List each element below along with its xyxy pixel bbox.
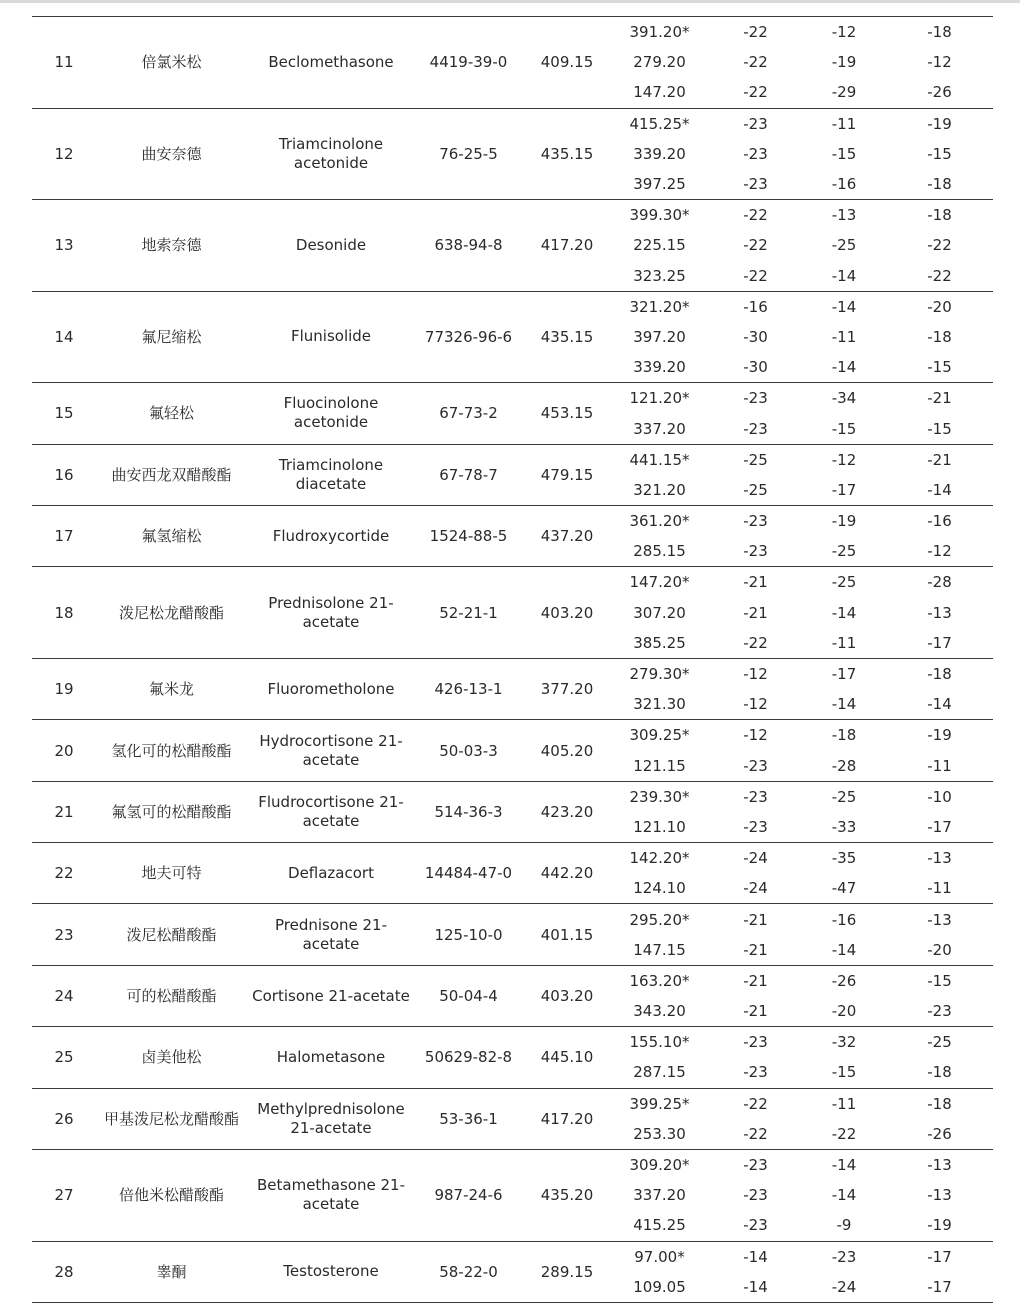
chinese-name: 氢化可的松醋酸酯: [111, 741, 232, 760]
molecular-weight: 423.20: [540, 802, 594, 821]
value-3: -26: [927, 1124, 952, 1143]
ion-mz: 321.20*: [629, 297, 690, 316]
cas-number: 1524-88-5: [429, 527, 508, 546]
value-2: -11: [831, 327, 857, 346]
compound-number: 28: [54, 1262, 74, 1281]
chinese-name: 地夫可特: [141, 864, 202, 883]
compound-number: 24: [54, 987, 74, 1005]
value-2: -23: [831, 1247, 857, 1266]
molecular-weight: 289.15: [540, 1262, 594, 1281]
chinese-name: 泼尼松龙醋酸酯: [118, 603, 224, 622]
ion-mz: 279.20: [633, 53, 686, 72]
value-3: -20: [927, 297, 952, 316]
english-name: Fluorometholone: [267, 679, 395, 698]
ion-mz: 307.20: [633, 603, 686, 622]
chinese-name: 甲基泼尼松龙醋酸酯: [103, 1109, 239, 1128]
chinese-name: 氟尼缩松: [141, 327, 202, 346]
cas-number: 426-13-1: [434, 680, 503, 699]
value-2: -11: [831, 1094, 857, 1113]
value-3: -17: [927, 633, 952, 652]
value-2: -22: [831, 1124, 857, 1143]
ion-mz: 109.05: [633, 1277, 686, 1296]
value-3: -13: [927, 1156, 952, 1175]
ion-mz: 121.15: [633, 756, 686, 775]
value-3: -20: [927, 940, 952, 959]
molecular-weight: 377.20: [540, 680, 594, 699]
ion-mz: 147.15: [633, 940, 686, 959]
value-2: -14: [831, 1186, 857, 1205]
compound-number: 25: [54, 1048, 74, 1067]
ion-mz: 309.25*: [629, 726, 690, 745]
value-2: -16: [831, 175, 857, 194]
value-2: -17: [831, 665, 857, 684]
compound-number: 11: [54, 53, 74, 72]
compound-table: [32, 16, 993, 1303]
english-name: Triamcinolone acetonide: [278, 134, 384, 172]
ion-mz: 155.10*: [629, 1033, 690, 1052]
compound-group: [32, 200, 993, 292]
value-2: -25: [831, 236, 857, 255]
table-row: [32, 108, 993, 139]
table-row: [32, 658, 993, 689]
english-name: Prednisone 21-acetate: [274, 915, 388, 953]
table-row: [32, 1027, 993, 1058]
table-row: [32, 1241, 993, 1272]
value-1: -23: [743, 175, 768, 194]
compound-group: [32, 383, 993, 444]
value-1: -22: [743, 1094, 768, 1113]
compound-group: [32, 965, 993, 1026]
english-name: Halometasone: [276, 1047, 386, 1066]
compound-group: [32, 506, 993, 567]
value-1: -22: [743, 206, 768, 225]
cas-number: 76-25-5: [439, 144, 498, 163]
value-3: -19: [927, 114, 952, 133]
english-name: Triamcinolone diacetate: [278, 455, 384, 493]
cas-number: 125-10-0: [434, 925, 503, 944]
value-3: -18: [927, 327, 952, 346]
value-3: -17: [927, 1277, 952, 1296]
molecular-weight: 401.15: [540, 925, 594, 944]
value-1: -23: [743, 1156, 768, 1175]
ion-mz: 337.20: [633, 419, 686, 438]
value-3: -10: [927, 787, 952, 806]
value-1: -22: [743, 23, 768, 42]
value-2: -19: [831, 53, 857, 72]
table-row: [32, 965, 993, 996]
value-1: -22: [743, 633, 768, 652]
chinese-name: 泼尼松醋酸酯: [126, 925, 217, 944]
value-2: -15: [831, 144, 857, 163]
value-2: -14: [831, 358, 857, 377]
value-2: -15: [831, 419, 857, 438]
compound-group: [32, 1088, 993, 1149]
cas-number: 50-04-4: [439, 987, 498, 1005]
compound-group: [32, 658, 993, 719]
ion-mz: 321.30: [633, 695, 686, 714]
chinese-name: 氟氢可的松醋酸酯: [111, 802, 232, 821]
ion-mz: 285.15: [633, 542, 686, 561]
value-1: -21: [743, 1002, 768, 1021]
value-1: -23: [743, 1186, 768, 1205]
value-2: -35: [831, 849, 857, 868]
value-1: -23: [743, 756, 768, 775]
value-3: -18: [927, 175, 952, 194]
molecular-weight: 403.20: [540, 987, 594, 1005]
value-1: -25: [743, 450, 768, 469]
value-3: -18: [927, 23, 952, 42]
ion-mz: 337.20: [633, 1186, 686, 1205]
cas-number: 52-21-1: [439, 603, 498, 622]
compound-number: 13: [54, 236, 74, 255]
molecular-weight: 409.15: [540, 53, 594, 72]
table-row: [32, 291, 993, 322]
value-2: -14: [831, 695, 857, 714]
value-3: -17: [927, 817, 952, 836]
value-1: -24: [743, 879, 768, 898]
value-1: -21: [743, 971, 768, 990]
value-2: -25: [831, 573, 857, 592]
molecular-weight: 435.20: [540, 1186, 594, 1205]
cas-number: 987-24-6: [434, 1186, 503, 1205]
value-1: -22: [743, 236, 768, 255]
value-3: -28: [927, 573, 952, 592]
value-1: -25: [743, 480, 768, 499]
value-1: -22: [743, 83, 768, 102]
compound-number: 17: [54, 527, 74, 546]
compound-number: 18: [54, 603, 74, 622]
ion-mz: 142.20*: [629, 849, 690, 868]
ion-mz: 253.30: [633, 1124, 686, 1143]
cas-number: 50629-82-8: [424, 1048, 513, 1067]
value-1: -21: [743, 910, 768, 929]
compound-group: [32, 904, 993, 965]
cas-number: 50-03-3: [439, 741, 498, 760]
value-2: -47: [831, 879, 857, 898]
value-3: -25: [927, 1033, 952, 1052]
value-2: -13: [831, 206, 857, 225]
value-3: -13: [927, 849, 952, 868]
value-3: -14: [927, 695, 952, 714]
compound-group: [32, 108, 993, 200]
compound-group: [32, 444, 993, 505]
value-2: -34: [831, 389, 857, 408]
english-name: Fluocinolone acetonide: [283, 394, 379, 432]
cas-number: 77326-96-6: [424, 327, 513, 346]
value-2: -19: [831, 512, 857, 531]
ion-mz: 225.15: [633, 236, 686, 255]
value-3: -11: [927, 879, 952, 898]
compound-group: [32, 17, 993, 109]
value-1: -23: [743, 787, 768, 806]
value-3: -16: [927, 512, 952, 531]
value-3: -26: [927, 83, 952, 102]
value-2: -25: [831, 542, 857, 561]
value-1: -22: [743, 1124, 768, 1143]
value-3: -12: [927, 542, 952, 561]
ion-mz: 239.30*: [629, 787, 690, 806]
chinese-name: 睾酮: [156, 1262, 187, 1281]
value-3: -18: [927, 665, 952, 684]
ion-mz: 415.25: [633, 1216, 686, 1235]
ion-mz: 385.25: [633, 633, 686, 652]
ion-mz: 124.10: [633, 879, 686, 898]
value-2: -20: [831, 1002, 857, 1021]
value-1: -12: [743, 665, 768, 684]
ion-mz: 147.20: [633, 83, 686, 102]
value-3: -17: [927, 1247, 952, 1266]
value-3: -14: [927, 480, 952, 499]
value-1: -14: [743, 1247, 768, 1266]
table-row: [32, 781, 993, 812]
english-name: Fludroxycortide: [272, 526, 390, 545]
table-row: [32, 17, 993, 48]
english-name: Testosterone: [283, 1262, 379, 1281]
chinese-name: 氟米龙: [148, 680, 194, 699]
chinese-name: 卤美他松: [141, 1048, 202, 1067]
value-3: -23: [927, 1002, 952, 1021]
compound-number: 14: [54, 327, 74, 346]
value-2: -12: [831, 450, 857, 469]
english-name: Beclomethasone: [268, 52, 394, 71]
table-row: [32, 567, 993, 598]
molecular-weight: 403.20: [540, 603, 594, 622]
ion-mz: 399.30*: [629, 206, 690, 225]
molecular-weight: 405.20: [540, 741, 594, 760]
value-1: -23: [743, 1033, 768, 1052]
value-3: -19: [927, 1216, 952, 1235]
ion-mz: 121.20*: [629, 389, 690, 408]
english-name: Hydrocortisone 21-acetate: [259, 731, 403, 769]
value-2: -9: [836, 1216, 852, 1235]
value-1: -14: [743, 1277, 768, 1296]
ion-mz: 339.20: [633, 144, 686, 163]
compound-group: [32, 1241, 993, 1302]
compound-number: 15: [54, 404, 74, 423]
value-3: -19: [927, 726, 952, 745]
value-3: -13: [927, 910, 952, 929]
ion-mz: 415.25*: [629, 114, 690, 133]
value-1: -24: [743, 849, 768, 868]
cas-number: 14484-47-0: [424, 864, 513, 883]
value-1: -21: [743, 603, 768, 622]
value-1: -23: [743, 817, 768, 836]
english-name: Fludrocortisone 21-acetate: [258, 792, 404, 830]
molecular-weight: 435.15: [540, 144, 594, 163]
value-3: -15: [927, 971, 952, 990]
molecular-weight: 453.15: [540, 404, 594, 423]
value-3: -15: [927, 144, 952, 163]
ion-mz: 441.15*: [629, 450, 690, 469]
value-1: -23: [743, 512, 768, 531]
molecular-weight: 479.15: [540, 465, 594, 484]
value-2: -14: [831, 297, 857, 316]
top-divider: [0, 0, 1020, 3]
ion-mz: 287.15: [633, 1063, 686, 1082]
chinese-name: 氟氢缩松: [141, 527, 202, 546]
value-2: -29: [831, 83, 857, 102]
compound-number: 27: [54, 1186, 74, 1205]
value-2: -16: [831, 910, 857, 929]
ion-mz: 321.20: [633, 480, 686, 499]
ion-mz: 147.20*: [629, 573, 690, 592]
table-row: [32, 444, 993, 475]
compound-group: [32, 291, 993, 383]
ion-mz: 343.20: [633, 1002, 686, 1021]
cas-number: 53-36-1: [439, 1109, 498, 1128]
molecular-weight: 442.20: [540, 864, 594, 883]
ion-mz: 397.20: [633, 327, 686, 346]
chinese-name: 倍氯米松: [141, 53, 202, 72]
ion-mz: 121.10: [633, 817, 686, 836]
value-2: -25: [831, 787, 857, 806]
ion-mz: 339.20: [633, 358, 686, 377]
value-2: -14: [831, 266, 857, 285]
chinese-name: 地索奈德: [141, 236, 202, 255]
ion-mz: 397.25: [633, 175, 686, 194]
cas-number: 514-36-3: [434, 802, 503, 821]
value-1: -21: [743, 573, 768, 592]
english-name: Prednisolone 21-acetate: [268, 593, 394, 631]
value-2: -32: [831, 1033, 857, 1052]
value-3: -15: [927, 419, 952, 438]
value-3: -22: [927, 266, 952, 285]
table-row: [32, 843, 993, 874]
ion-mz: 399.25*: [629, 1094, 690, 1113]
chinese-name: 曲安奈德: [141, 144, 202, 163]
cas-number: 58-22-0: [439, 1262, 498, 1281]
value-2: -17: [831, 480, 857, 499]
compound-number: 20: [54, 741, 74, 760]
value-2: -14: [831, 1156, 857, 1175]
cas-number: 67-78-7: [439, 465, 498, 484]
value-1: -30: [743, 327, 768, 346]
value-1: -16: [743, 297, 768, 316]
ion-mz: 163.20*: [629, 971, 690, 990]
compound-group: [32, 843, 993, 904]
compound-group: [32, 567, 993, 659]
table-row: [32, 506, 993, 537]
value-1: -23: [743, 542, 768, 561]
cas-number: 4419-39-0: [429, 53, 508, 72]
ion-mz: 279.30*: [629, 665, 690, 684]
table-row: [32, 720, 993, 751]
compound-number: 21: [54, 802, 74, 821]
ion-mz: 295.20*: [629, 910, 690, 929]
value-3: -15: [927, 358, 952, 377]
ion-mz: 361.20*: [629, 512, 690, 531]
english-name: Methylprednisolone 21-acetate: [257, 1099, 405, 1137]
compound-number: 16: [54, 465, 74, 484]
value-2: -14: [831, 940, 857, 959]
english-name: Cortisone 21-acetate: [252, 986, 410, 1005]
value-1: -23: [743, 389, 768, 408]
english-name: Flunisolide: [290, 327, 372, 346]
molecular-weight: 417.20: [540, 236, 594, 255]
value-1: -23: [743, 1063, 768, 1082]
value-2: -26: [831, 971, 857, 990]
compound-number: 23: [54, 925, 74, 944]
value-2: -12: [831, 23, 857, 42]
value-1: -12: [743, 695, 768, 714]
value-1: -22: [743, 266, 768, 285]
chinese-name: 曲安西龙双醋酸酯: [111, 465, 232, 484]
chinese-name: 倍他米松醋酸酯: [118, 1186, 224, 1205]
value-1: -23: [743, 144, 768, 163]
value-1: -21: [743, 940, 768, 959]
value-2: -24: [831, 1277, 857, 1296]
compound-group: [32, 1027, 993, 1088]
value-2: -11: [831, 633, 857, 652]
value-1: -30: [743, 358, 768, 377]
table-row: [32, 200, 993, 231]
english-name: Desonide: [295, 235, 367, 254]
value-1: -22: [743, 53, 768, 72]
molecular-weight: 445.10: [540, 1048, 594, 1067]
value-3: -18: [927, 1063, 952, 1082]
chinese-name: 可的松醋酸酯: [126, 987, 217, 1005]
compound-number: 19: [54, 680, 74, 699]
value-2: -11: [831, 114, 857, 133]
ion-mz: 309.20*: [629, 1156, 690, 1175]
value-2: -15: [831, 1063, 857, 1082]
value-2: -14: [831, 603, 857, 622]
molecular-weight: 435.15: [540, 327, 594, 346]
compound-group: [32, 781, 993, 842]
value-1: -23: [743, 419, 768, 438]
value-3: -13: [927, 603, 952, 622]
value-3: -11: [927, 756, 952, 775]
compound-number: 22: [54, 864, 74, 883]
compound-number: 26: [54, 1109, 74, 1128]
value-2: -33: [831, 817, 857, 836]
chinese-name: 氟轻松: [148, 404, 194, 423]
english-name: Betamethasone 21-acetate: [256, 1176, 405, 1214]
molecular-weight: 417.20: [540, 1109, 594, 1128]
value-1: -12: [743, 726, 768, 745]
ion-mz: 97.00*: [634, 1247, 685, 1266]
value-3: -12: [927, 53, 952, 72]
value-3: -21: [927, 450, 952, 469]
value-1: -23: [743, 114, 768, 133]
value-2: -28: [831, 756, 857, 775]
compound-group: [32, 1149, 993, 1241]
value-3: -22: [927, 236, 952, 255]
value-3: -18: [927, 206, 952, 225]
compound-group: [32, 720, 993, 781]
table-row: [32, 383, 993, 414]
value-1: -23: [743, 1216, 768, 1235]
value-2: -18: [831, 726, 857, 745]
cas-number: 67-73-2: [439, 404, 498, 423]
cas-number: 638-94-8: [434, 236, 503, 255]
table-row: [32, 904, 993, 935]
english-name: Deflazacort: [288, 863, 374, 882]
table-row: [32, 1149, 993, 1180]
ion-mz: 391.20*: [629, 23, 690, 42]
table-row: [32, 1088, 993, 1119]
value-3: -13: [927, 1186, 952, 1205]
value-3: -21: [927, 389, 952, 408]
ion-mz: 323.25: [633, 266, 686, 285]
molecular-weight: 437.20: [540, 527, 594, 546]
value-3: -18: [927, 1094, 952, 1113]
compound-number: 12: [54, 144, 74, 163]
